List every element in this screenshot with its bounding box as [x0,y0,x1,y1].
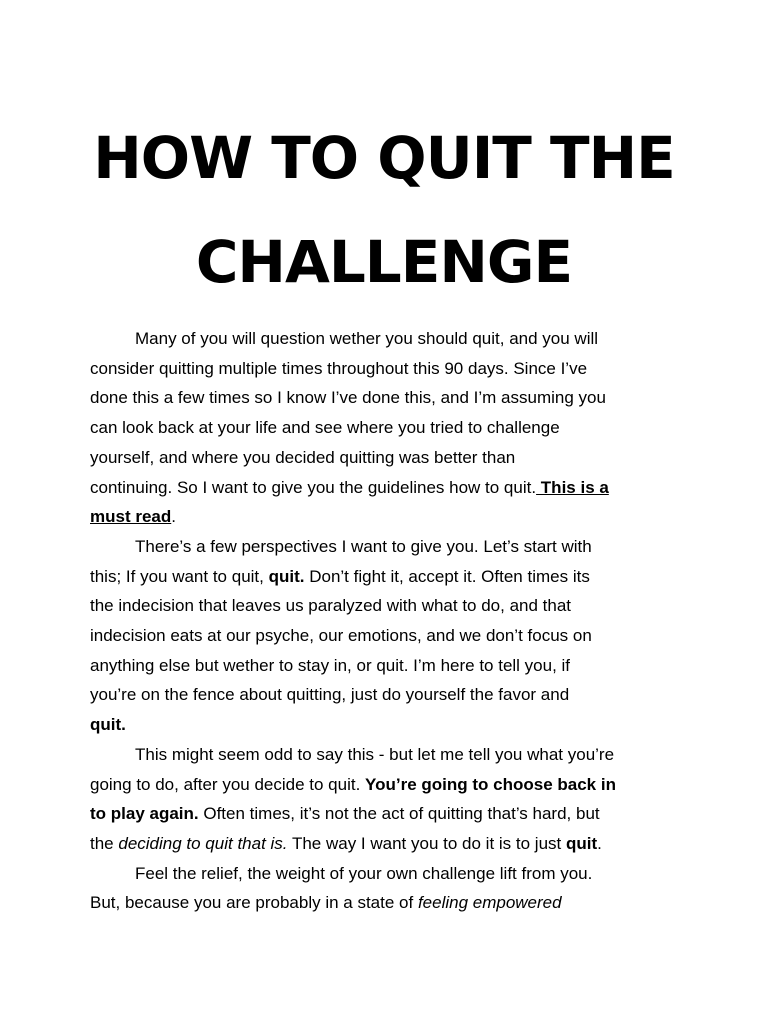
italic-deciding: deciding to quit that is. [118,833,288,853]
text-run: this; If you want to quit, [90,566,269,586]
page-title [0,106,768,314]
italic-feeling-empowered: feeling empowered [417,893,562,913]
text-line [90,829,680,859]
paragraph-3 [90,740,680,859]
text-line [90,770,680,800]
text-line: Many of you will question wether you should quit, and you will [135,329,599,348]
text-line: done this a few times so I know I’ve done this, and I’m assuming you [90,388,606,408]
paragraph-1 [90,324,680,532]
text-line [90,473,680,503]
title-line-2: CHALLENGE [195,228,573,296]
text-line [90,562,680,592]
text-line [90,888,680,918]
text-run: But, because you are probably in a state of [90,893,418,913]
emphasis-quit: quit. [90,715,126,735]
text-line [90,710,680,740]
text-line: you’re on the fence about quitting, just do yourself the favor and [90,685,570,705]
text-run: going to do, after you decide to quit. [90,774,366,794]
text-line: yourself, and where you decided quitting was better than [90,447,516,467]
paragraph-2 [90,532,680,740]
text-line: Feel the relief, the weight of your own challenge lift from you. [135,863,593,883]
emphasis-quit: quit. [268,566,305,586]
text-line: This might seem odd to say this - but let me tell you what you’re [135,744,615,764]
emphasis-choose-back-cont: to play again. [90,804,199,824]
text-line [90,799,680,829]
text-line: the indecision that leaves us paralyzed with what to do, and that [90,596,572,616]
emphasis-quit: quit [565,833,598,853]
text-run: . [597,833,602,853]
text-run: The way I want you to do it is to just [287,833,566,853]
text-line: indecision eats at our psyche, our emotions, and we don’t focus on [90,626,592,646]
emphasis-choose-back: You’re going to choose back in [365,774,616,794]
body-text [90,324,680,918]
text-line: can look back at your life and see where you tried to challenge [90,418,560,438]
text-run: the [90,833,119,853]
text-run: Often times, it’s not the act of quitting that’s hard, but [198,804,600,824]
text-run: Don’t fight it, accept it. Often times its [304,566,590,586]
text-run: continuing. So I want to give you the guidelines how to quit. [90,477,537,497]
text-line [90,502,680,532]
emphasis-must-read-cont: must read [90,507,172,527]
text-line: There’s a few perspectives I want to give you. Let’s start with [135,536,592,556]
text-run: . [171,507,176,527]
text-line: anything else but wether to stay in, or quit. I’m here to tell you, if [90,655,571,675]
text-line: consider quitting multiple times throughout this 90 days. Since I’ve [90,358,588,378]
emphasis-must-read: This is a [536,477,609,497]
title-line-1: HOW TO QUIT THE [93,124,675,192]
paragraph-4 [90,859,680,918]
